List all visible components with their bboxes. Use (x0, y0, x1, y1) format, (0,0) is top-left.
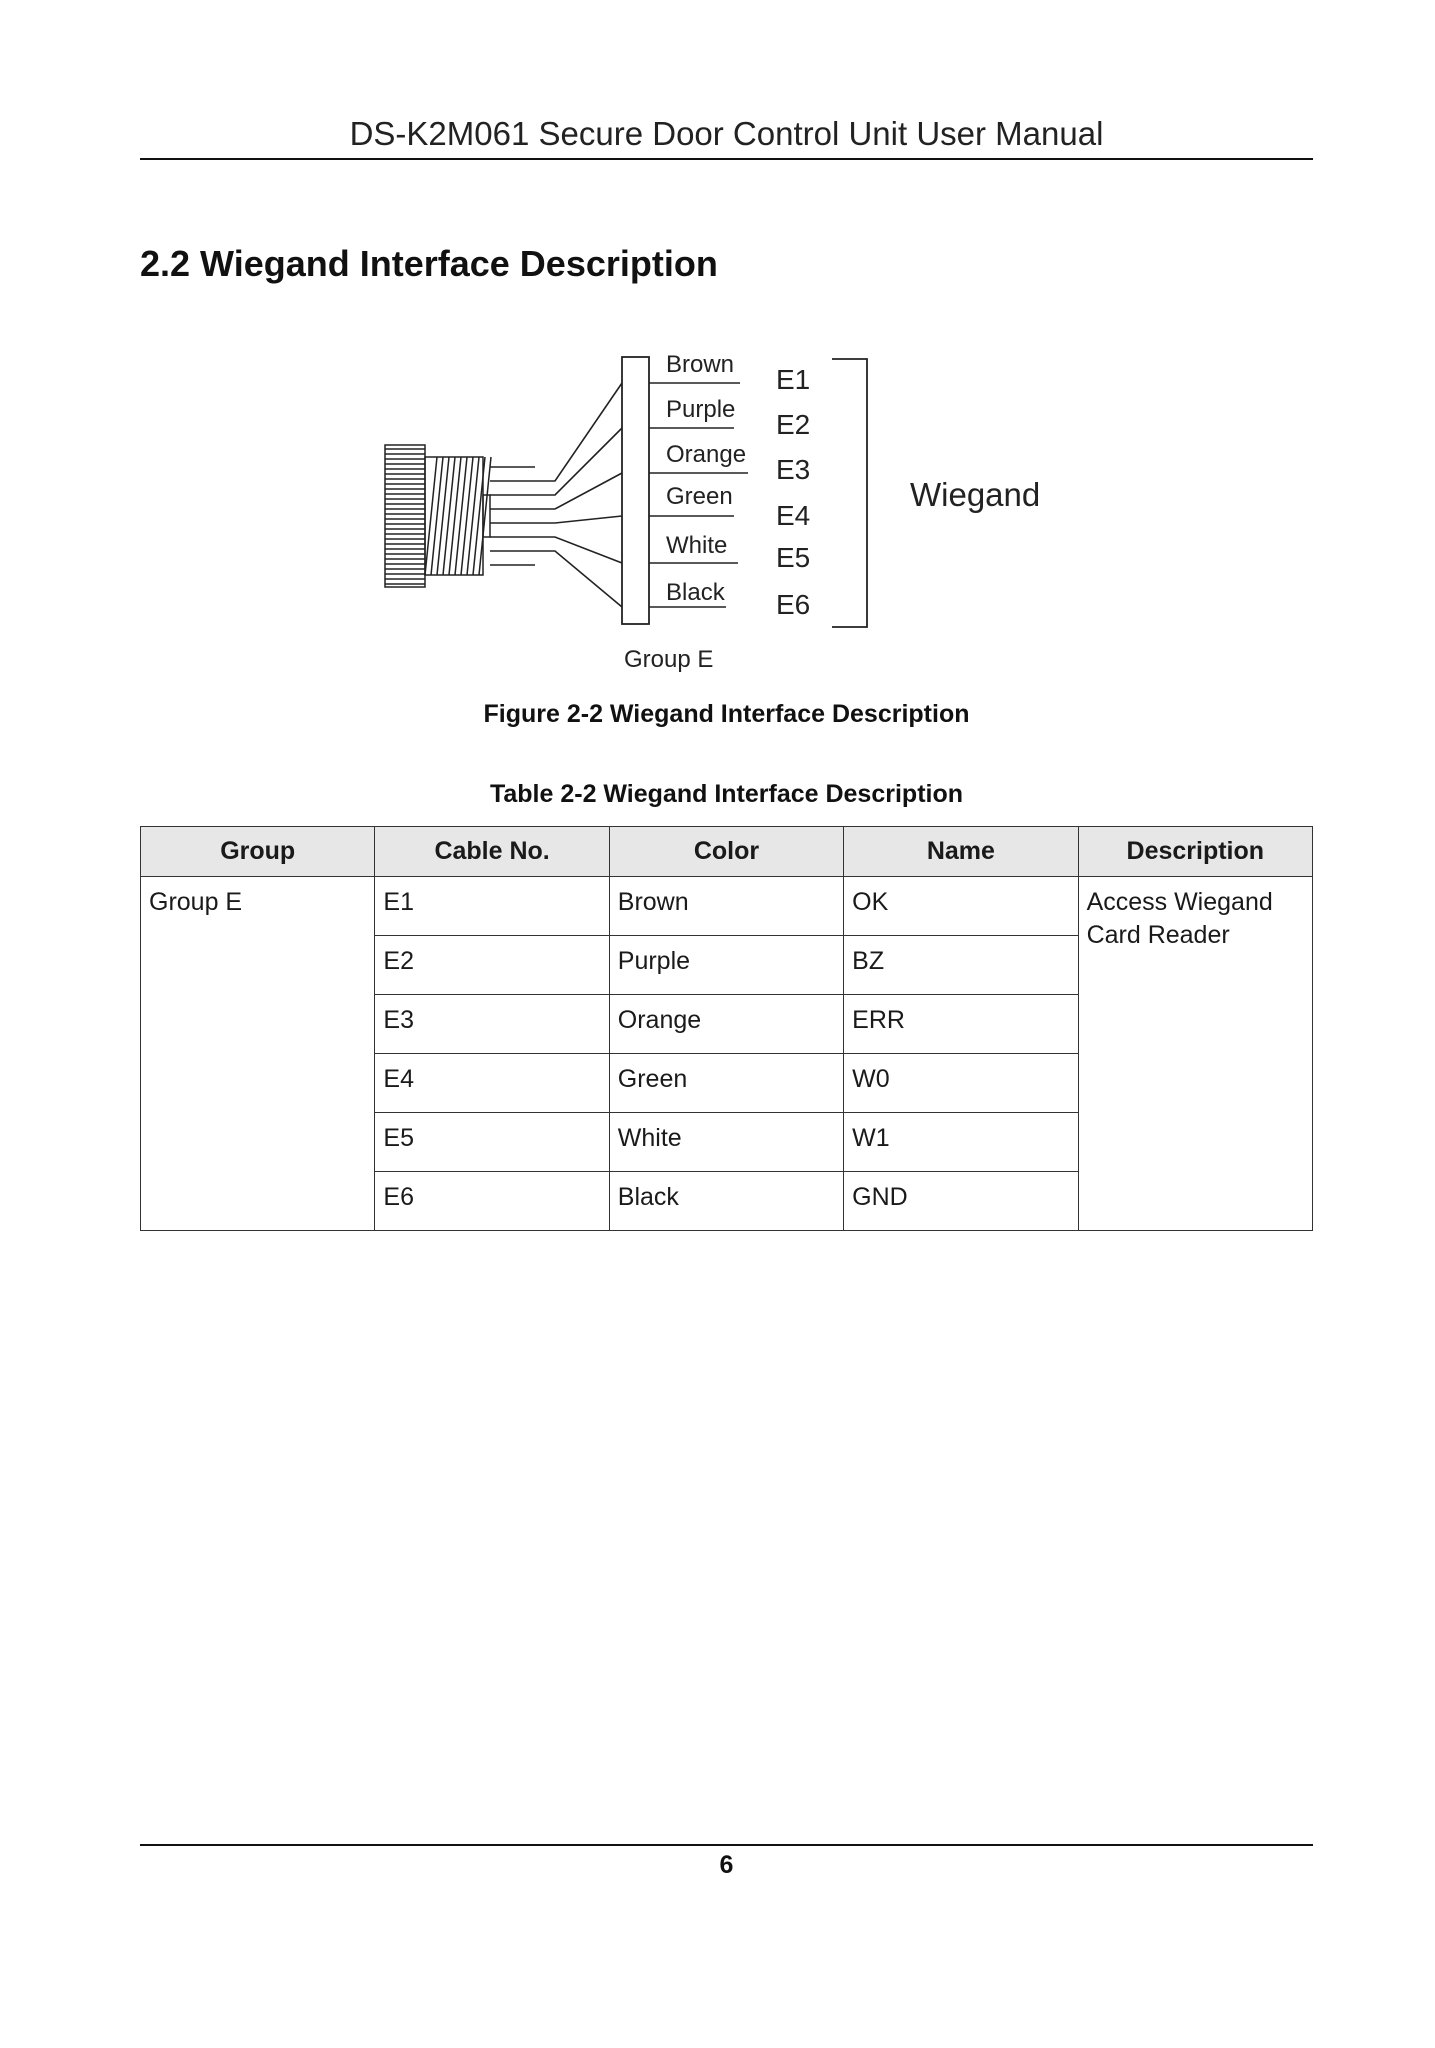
cell-color: Green (609, 1054, 843, 1113)
cell-color: Purple (609, 936, 843, 995)
header-divider (140, 158, 1313, 160)
page-number: 6 (719, 1851, 734, 1879)
header-description: Description (1078, 827, 1312, 877)
cell-name: GND (844, 1172, 1078, 1231)
cell-cable: E4 (375, 1054, 609, 1113)
wire-lines (490, 383, 622, 607)
page-header-title: DS-K2M061 Secure Door Control Unit User Manual (349, 115, 1104, 152)
pin-label-e1: E1 (776, 364, 811, 395)
figure-caption: Figure 2-2 Wiegand Interface Description (483, 700, 970, 728)
group-e-label: Group E (624, 646, 714, 673)
cell-description: Access Wiegand Card Reader (1078, 877, 1312, 1231)
wiegand-bracket-label: Wiegand (910, 476, 1041, 513)
cell-cable: E3 (375, 995, 609, 1054)
wire-label-orange: Orange (666, 441, 747, 468)
pin-label-e5: E5 (776, 542, 811, 573)
header-name: Name (844, 827, 1078, 877)
pin-label-e2: E2 (776, 409, 811, 440)
header-color: Color (609, 827, 843, 877)
connector-plug-icon (385, 445, 491, 587)
cell-name: BZ (844, 936, 1078, 995)
cell-color: White (609, 1113, 843, 1172)
cell-cable: E6 (375, 1172, 609, 1231)
cell-name: W1 (844, 1113, 1078, 1172)
table-header-row (141, 827, 1313, 877)
wiegand-wiring-diagram (370, 345, 1070, 680)
wiegand-bracket (832, 359, 867, 627)
wire-label-black: Black (666, 579, 725, 606)
wire-label-brown: Brown (666, 351, 735, 378)
wiegand-interface-table (140, 826, 1313, 1231)
cell-name: W0 (844, 1054, 1078, 1113)
wire-label-white: White (666, 532, 728, 559)
wire-label-green: Green (666, 483, 733, 510)
terminal-block (622, 357, 649, 624)
pin-label-e6: E6 (776, 589, 811, 620)
cell-name: ERR (844, 995, 1078, 1054)
cell-cable: E5 (375, 1113, 609, 1172)
cell-cable: E1 (375, 877, 609, 936)
table-row (141, 877, 1313, 936)
cell-name: OK (844, 877, 1078, 936)
wire-label-purple: Purple (666, 396, 736, 423)
cell-color: Orange (609, 995, 843, 1054)
footer-divider (140, 1844, 1313, 1846)
table-caption: Table 2-2 Wiegand Interface Description (489, 780, 964, 808)
cell-color: Brown (609, 877, 843, 936)
header-cable-no: Cable No. (375, 827, 609, 877)
cell-group: Group E (141, 877, 375, 1231)
header-group: Group (141, 827, 375, 877)
cell-cable: E2 (375, 936, 609, 995)
section-title: 2.2 Wiegand Interface Description (140, 243, 718, 284)
pin-label-e4: E4 (776, 500, 811, 531)
pin-label-e3: E3 (776, 454, 811, 485)
cell-color: Black (609, 1172, 843, 1231)
